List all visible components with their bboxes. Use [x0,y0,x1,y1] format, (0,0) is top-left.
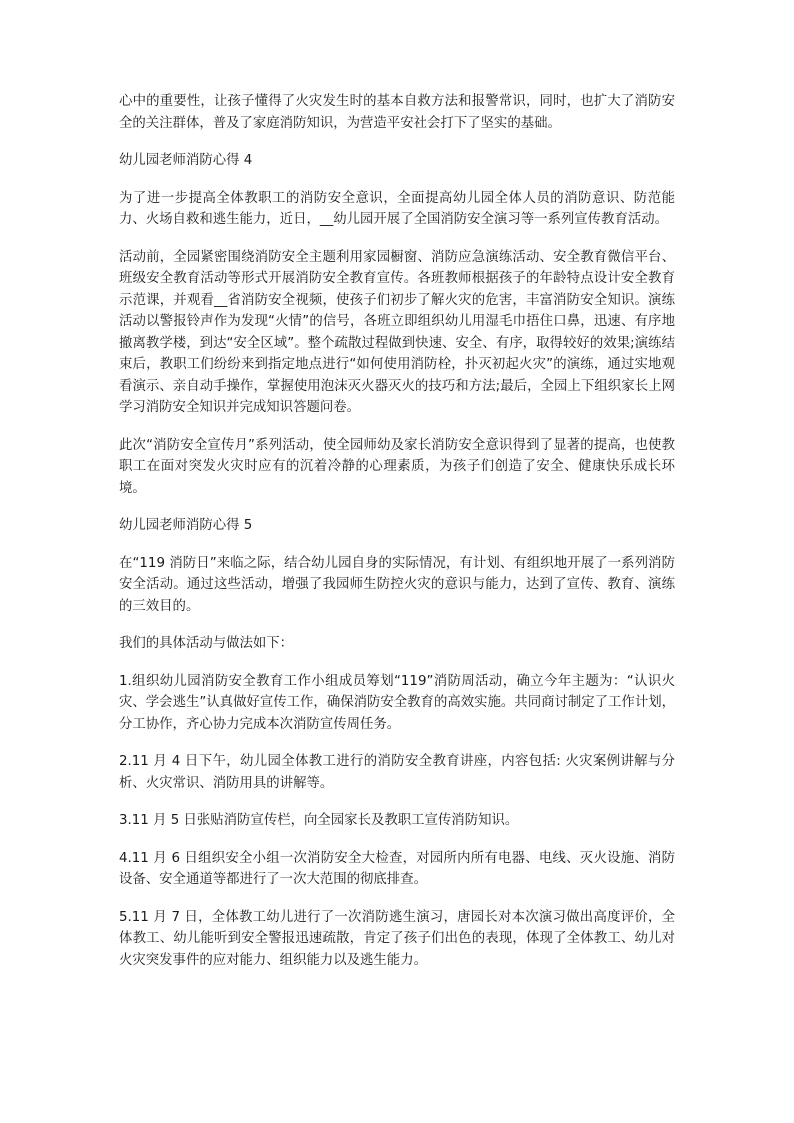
list-item-5: 5.11 月 7 日，全体教工幼儿进行了一次消防逃生演习，唐园长对本次演习做出高度评价，全体教工、幼儿能听到安全警报迅速疏散，肯定了孩子们出色的表现，体现了全体教工、幼儿对火灾突发事件的应对能力、组织能力以及逃生能力。 [119,909,675,968]
paragraph-5-2: 我们的具体活动与做法如下： [119,636,294,651]
paragraph-4-3: 此次“消防安全宣传月”系列活动，使全园师幼及家长消防安全意识得到了显著的提高，也使教职工在面对突发火灾时应有的沉着冷静的心理素质，为孩子们创造了安全、健康快乐成长环境。 [119,437,675,496]
list-item-4: 4.11 月 6 日组织安全小组一次消防安全大检查，对园所内所有电器、电线、灭火设施、消防设备、安全通道等都进行了一次大范围的彻底排查。 [119,850,675,887]
section-heading-5: 幼儿园老师消防心得 5 [119,518,253,533]
list-item-3: 3.11 月 5 日张贴消防宣传栏，向全园家长及教职工宣传消防知识。 [119,813,519,828]
list-item-1: 1.组织幼儿园消防安全教育工作小组成员筹划“119”消防周活动，确立今年主题为：“认识火灾、学会逃生”认真做好宣传工作，确保消防安全教育的高效实施。共同商讨制定了工作计划，分工协作，齐心协力完成本次消防宣传周任务。 [119,673,675,732]
paragraph-4-2: 活动前，全园紧密围绕消防安全主题利用家园橱窗、消防应急演练活动、安全教育微信平台、班级安全教育活动等形式开展消防安全教育宣传。各班教师根据孩子的年龄特点设计安全教育示范课，并观看__省消防安全视频，使孩子们初步了解火灾的危害，丰富消防安全知识。演练活动以警报铃声作为发现“火情”的信号，各班立即组织幼儿用湿毛巾捂住口鼻，迅速、有序地撤离教学楼，到达“安全区域”。整个疏散过程做到快速、安全、有序，取得较好的效果;演练结束后，教职工们纷纷来到指定地点进行“如何使用消防栓，扑灭初起火灾”的演练，通过实地观看演示、亲自动手操作，掌握使用泡沫灭火器灭火的技巧和方法;最后，全园上下组织家长上网学习消防安全知识并完成知识答题问卷。 [119,249,675,415]
list-item-2: 2.11 月 4 日下午，幼儿园全体教工进行的消防安全教育讲座，内容包括: 火灾案例讲解与分析、火灾常识、消防用具的讲解等。 [119,754,675,791]
document-body [119,91,675,987]
paragraph-intro: 心中的重要性，让孩子懂得了火灾发生时的基本自救方法和报警常识，同时，也扩大了消防安全的关注群体，普及了家庭消防知识，为营造平安社会打下了坚实的基础。 [119,94,675,131]
paragraph-5-1: 在“119 消防日”来临之际，结合幼儿园自身的实际情况，有计划、有组织地开展了一系列消防安全活动。通过这些活动，增强了我园师生防控火灾的意识与能力，达到了宣传、教育、演练的三效目的。 [119,555,675,614]
paragraph-4-1: 为了进一步提高全体教职工的消防安全意识，全面提高幼儿园全体人员的消防意识、防范能力、火场自救和逃生能力，近日，__幼儿园开展了全国消防安全演习等一系列宣传教育活动。 [119,190,675,227]
section-heading-4: 幼儿园老师消防心得 4 [119,153,253,168]
